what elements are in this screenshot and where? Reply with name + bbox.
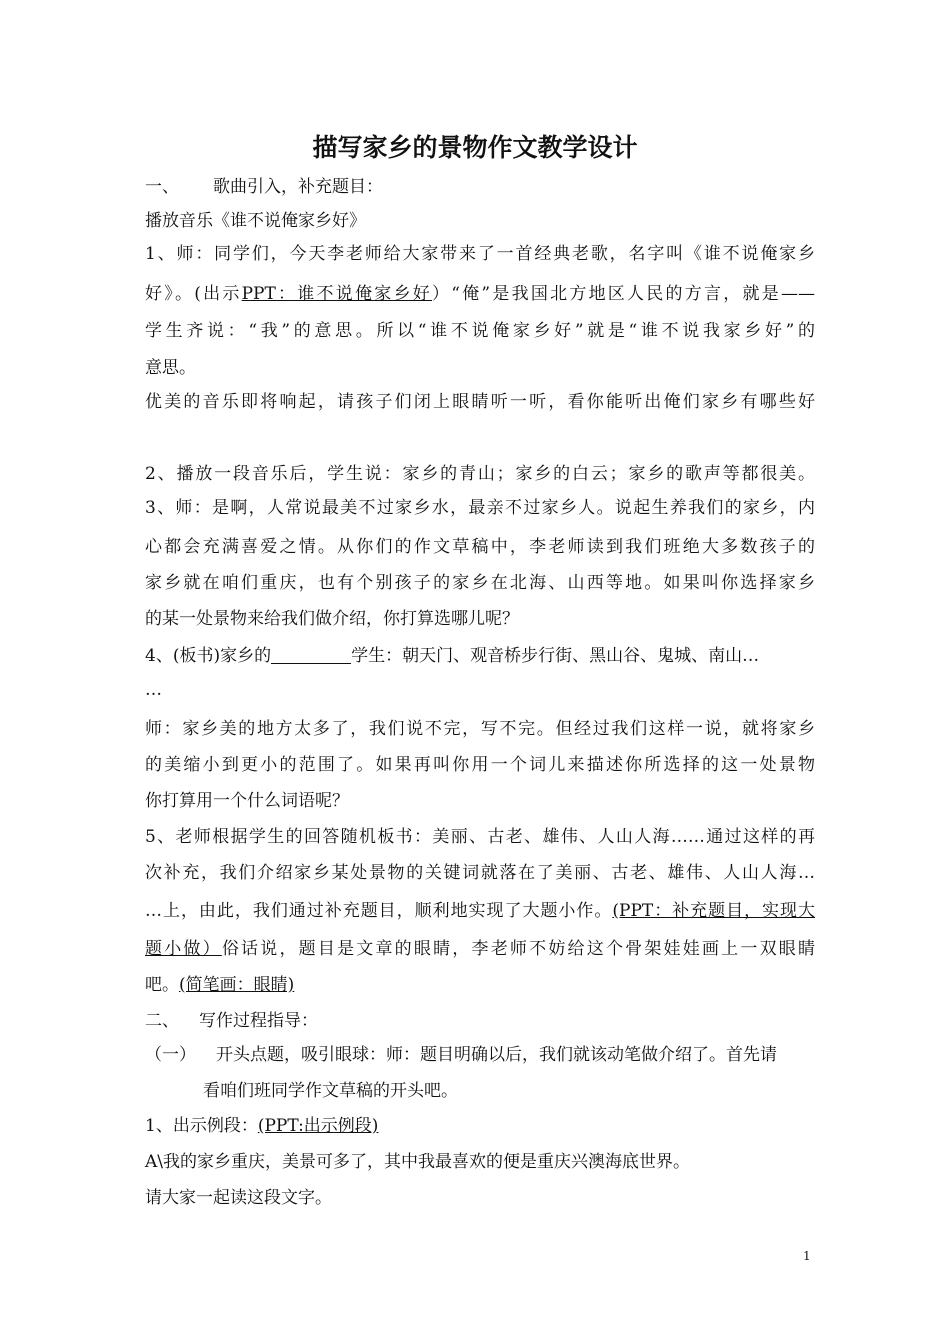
- ppt-note: PPT：谁不说俺家乡好: [241, 284, 432, 304]
- paragraph-line: 播放音乐《谁不说俺家乡好》: [145, 211, 366, 231]
- text-run: 吧。: [145, 975, 179, 995]
- section-number: 一、: [145, 177, 179, 197]
- paragraph-line: 心都会充满喜爱之情。从你们的作文草稿中，李老师读到我们班绝大多数孩子的: [145, 537, 815, 557]
- text-run: 好》。(出示: [145, 284, 242, 304]
- paragraph-line: [145, 645, 815, 667]
- text-run: 学生：朝天门、观音桥步行街、黑山谷、鬼城、南山…: [351, 646, 760, 666]
- paragraph-line: [145, 974, 815, 996]
- paragraph-line: [145, 900, 815, 922]
- ppt-note: (PPT:出示例段): [257, 1116, 379, 1136]
- paragraph-line: 1、师：同学们，今天李老师给大家带来了一首经典老歌，名字叫《谁不说俺家乡: [145, 244, 815, 264]
- paragraph-line: 5、老师根据学生的回答随机板书：美丽、古老、雄伟、人山人海……通过这样的再: [145, 827, 815, 847]
- section-heading-text: 写作过程指导：: [199, 1011, 318, 1031]
- page-title: 描写家乡的景物作文教学设计: [312, 133, 638, 162]
- text-run: …上，由此，我们通过补充题目，顺利地实现了大题小作。: [145, 901, 613, 921]
- paragraph-line: …: [145, 680, 162, 700]
- subsection-1: [145, 1044, 815, 1066]
- text-run: 4、(板书)家乡的: [145, 646, 272, 666]
- paragraph-line: [145, 938, 815, 960]
- paragraph-line: 意思。: [145, 358, 196, 378]
- section-number: 二、: [145, 1011, 179, 1031]
- paragraph-line: 的美缩小到更小的范围了。如果再叫你用一个词儿来描述你所选择的这一处景物: [145, 755, 815, 775]
- page-number: 1: [803, 1249, 811, 1263]
- paragraph-line: 你打算用一个什么词语呢？: [145, 791, 349, 811]
- paragraph-line: 优美的音乐即将响起，请孩子们闭上眼睛听一听，看你能听出俺们家乡有哪些好: [145, 392, 815, 412]
- paragraph-line: 次补充，我们介绍家乡某处景物的关键词就落在了美丽、古老、雄伟、人山人海…: [145, 863, 815, 883]
- paragraph-line: [145, 1115, 815, 1137]
- ppt-note: (PPT：补充题目，实现大: [612, 901, 816, 921]
- paragraph-line: 看咱们班同学作文草稿的开头吧。: [203, 1081, 458, 1101]
- paragraph-line: 3、师：是啊，人常说最美不过家乡水，最亲不过家乡人。说起生养我们的家乡，内: [145, 498, 815, 518]
- paragraph-line: 2、播放一段音乐后，学生说：家乡的青山；家乡的白云；家乡的歌声等都很美。: [145, 464, 815, 484]
- fill-in-blank: [271, 647, 351, 664]
- paragraph-line: [145, 283, 815, 305]
- sketch-note: (简笔画：眼睛): [179, 975, 295, 995]
- ppt-note: 题小做）: [145, 939, 222, 959]
- text-run: ）“俺”是我国北方地区人民的方言，就是——: [432, 284, 815, 304]
- subsection-number: （一）: [145, 1045, 196, 1065]
- section-1-heading: [145, 176, 815, 198]
- subsection-text: 开头点题，吸引眼球：师：题目明确以后，我们就该动笔做介绍了。首先请: [216, 1045, 777, 1065]
- paragraph-line: 的某一处景物来给我们做介绍，你打算选哪儿呢？: [145, 609, 519, 629]
- paragraph-line: 家乡就在咱们重庆，也有个别孩子的家乡在北海、山西等地。如果叫你选择家乡: [145, 573, 815, 593]
- paragraph-line: 师：家乡美的地方太多了，我们说不完，写不完。但经过我们这样一说，就将家乡: [145, 719, 815, 739]
- paragraph-line: 请大家一起读这段文字。: [145, 1188, 332, 1208]
- text-run: 俗话说，题目是文章的眼睛，李老师不妨给这个骨架娃娃画上一双眼睛: [221, 939, 816, 959]
- paragraph-line: 学生齐说：“我”的意思。所以“谁不说俺家乡好”就是“谁不说我家乡好”的: [145, 321, 815, 341]
- section-heading-text: 歌曲引入，补充题目：: [213, 177, 383, 197]
- section-2-heading: [145, 1010, 815, 1032]
- text-run: 1、出示例段：: [145, 1116, 258, 1136]
- paragraph-line: A\我的家乡重庆，美景可多了，其中我最喜欢的便是重庆兴澳海底世界。: [145, 1152, 691, 1172]
